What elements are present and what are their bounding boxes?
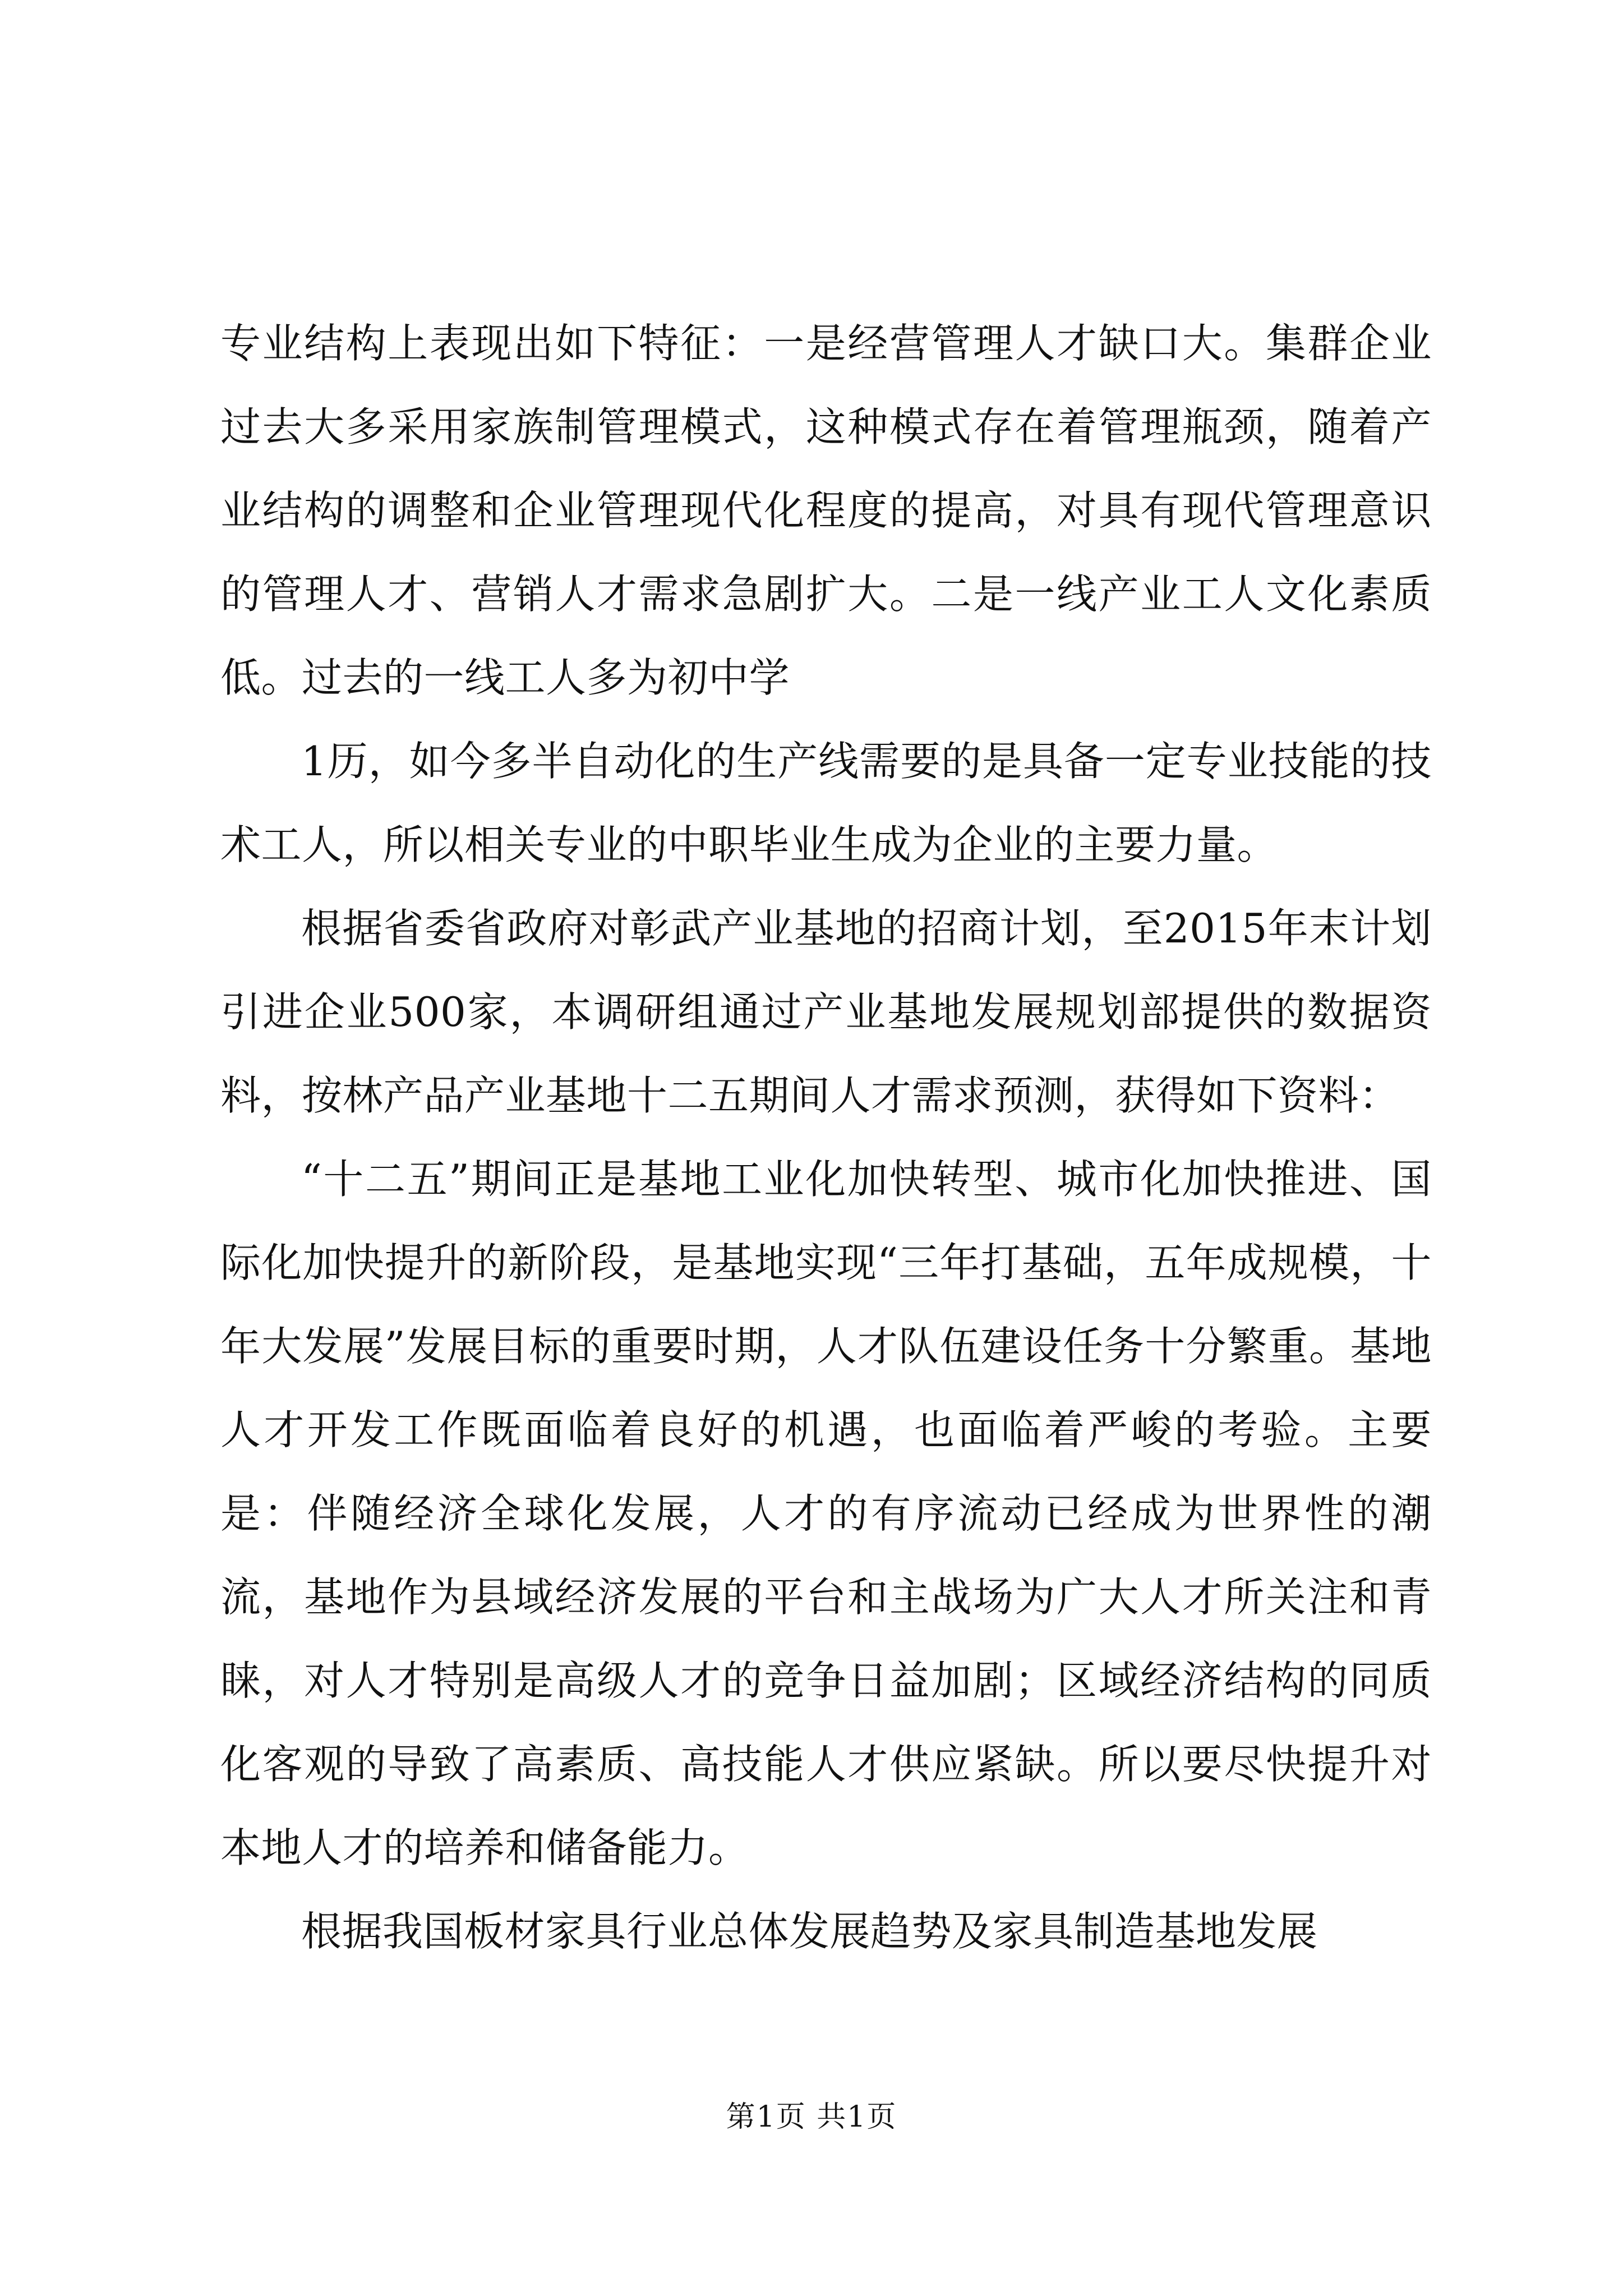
paragraph-3: 根据省委省政府对彰武产业基地的招商计划，至2015年末计划引进企业500家，本调研组通过产业基地发展规划部提供的数据资料，按林产品产业基地十二五期间人才需求预测，获得如下资料： [220,905,1432,1119]
paragraph-2: 1历，如今多半自动化的生产线需要的是具备一定专业技能的技术工人，所以相关专业的中职毕业生成为企业的主要力量。 [220,738,1432,868]
paragraph-1: 专业结构上表现出如下特征：一是经营管理人才缺口大。集群企业过去大多采用家族制管理模式，这种模式存在着管理瓶颈，随着产业结构的调整和企业管理现代化程度的提高，对具有现代管理意识的管理人才、营销人才需求急剧扩大。二是一线产业工人文化素质低。过去的一线工人多为初中学 [220,320,1432,701]
page-footer: 第1页 共1页 [726,2100,897,2134]
paragraph-4: “十二五”期间正是基地工业化加快转型、城市化加快推进、国际化加快提升的新阶段，是基地实现“三年打基础，五年成规模，十年大发展”发展目标的重要时期，人才队伍建设任务十分繁重。基地人才开发工作既面临着良好的机遇，也面临着严峻的考验。主要是：伴随经济全球化发展，人才的有序流动已经成为世界性的潮流，基地作为县域经济发展的平台和主战场为广大人才所关注和青睐，对人才特别是高级人才的竞争日益加剧；区域经济结构的同质化客观的导致了高素质、高技能人才供应紧缺。所以要尽快提升对本地人才的培养和储备能力。 [220,1156,1432,1871]
paragraph-5: 根据我国板材家具行业总体发展趋势及家具制造基地发展 [301,1908,1318,1955]
body-text [220,302,1432,1973]
